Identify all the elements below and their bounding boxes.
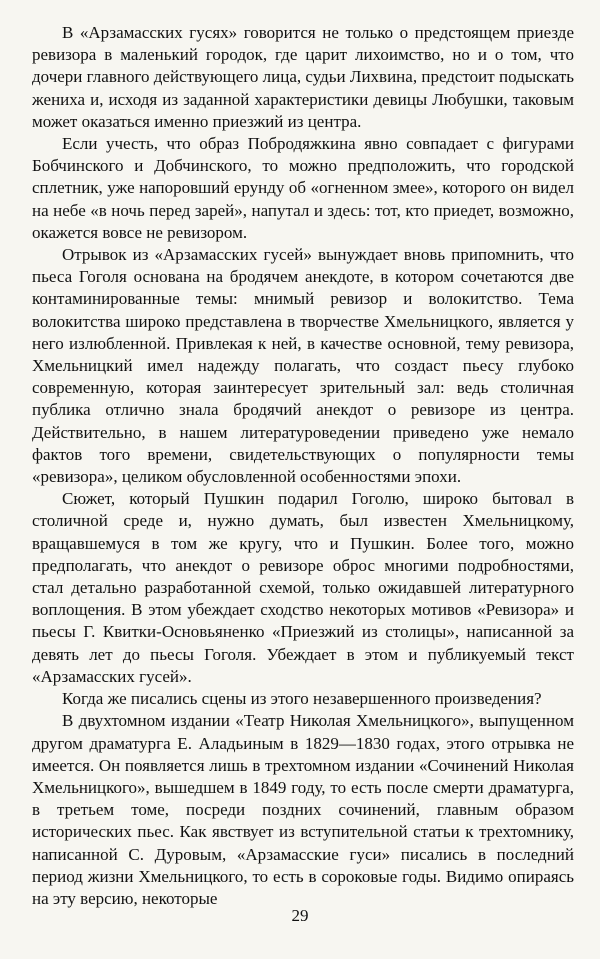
page-number: 29 xyxy=(291,906,309,925)
paragraph: Если учесть, что образ Побродяжкина явно совпадает с фигурами Бобчинского и Добчинского, то можно предположить, что городской сплетник, уже напоровший ерунду об «огненном змее», которого он видел на небе «в ночь перед зарей», напутал и здесь: тот, кто приедет, возможно, окажется вовсе не ревизором. xyxy=(32,134,574,242)
page-body xyxy=(32,22,574,910)
paragraph: В двухтомном издании «Театр Николая Хмельницкого», выпущенном другом драматурга Е. Аладьиным в 1829—1830 годах, этого отрывка не имеется. Он появляется лишь в трехтомном издании «Сочинений Николая Хмельницкого», вышедшем в 1849 году, то есть после смерти драматурга, в третьем томе, посреди поздних сочинений, главным образом исторических пьес. Как явствует из вступительной статьи к трехтомнику, написанной С. Дуровым, «Арзамасские гуси» писались в последний период жизни Хмельницкого, то есть в сороковые годы. Видимо опираясь на эту версию, некоторые xyxy=(32,711,574,908)
paragraph: В «Арзамасских гусях» говорится не только о предстоящем приезде ревизора в маленький городок, где царит лихоимство, но и о том, что дочери главного действующего лица, судьи Лихвина, предстоит подыскать жениха и, исходя из заданной характеристики девицы Любушки, таковым может оказаться именно приезжий из центра. xyxy=(32,23,574,131)
paragraph: Когда же писались сцены из этого незавершенного произведения? xyxy=(62,689,542,709)
paragraph: Сюжет, который Пушкин подарил Гоголю, широко бытовал в столичной среде и, нужно думать, был известен Хмельницкому, вращавшемуся в том же кругу, что и Пушкин. Более того, можно предполагать, что анекдот о ревизоре оброс многими подробностями, стал детально разработанной схемой, только ожидавшей литературного воплощения. В этом убеждает сходство некоторых мотивов «Ревизора» и пьесы Г. Квитки-Основьяненко «Приезжий из столицы», написанной за девять лет до пьесы Гоголя. Убеждает в этом и публикуемый текст «Арзамасских гусей». xyxy=(32,489,574,686)
paragraph: Отрывок из «Арзамасских гусей» вынуждает вновь припомнить, что пьеса Гоголя основана на бродячем анекдоте, в котором сочетаются две контаминированные темы: мнимый ревизор и волокитство. Тема волокитства широко представлена в творчестве Хмельницкого, является у него излюбленной. Привлекая к ней, в качестве основной, тему ревизора, Хмельницкий имел надежду полагать, что создаст пьесу глубоко современную, которая заинтересует зрительный зал: ведь столичная публика отлично знала бродячий анекдот о ревизоре из центра. Действительно, в нашем литературоведении приведено уже немало фактов того времени, свидетельствующих о популярности темы «ревизора», целиком обусловленной особенностями эпохи. xyxy=(32,245,574,487)
